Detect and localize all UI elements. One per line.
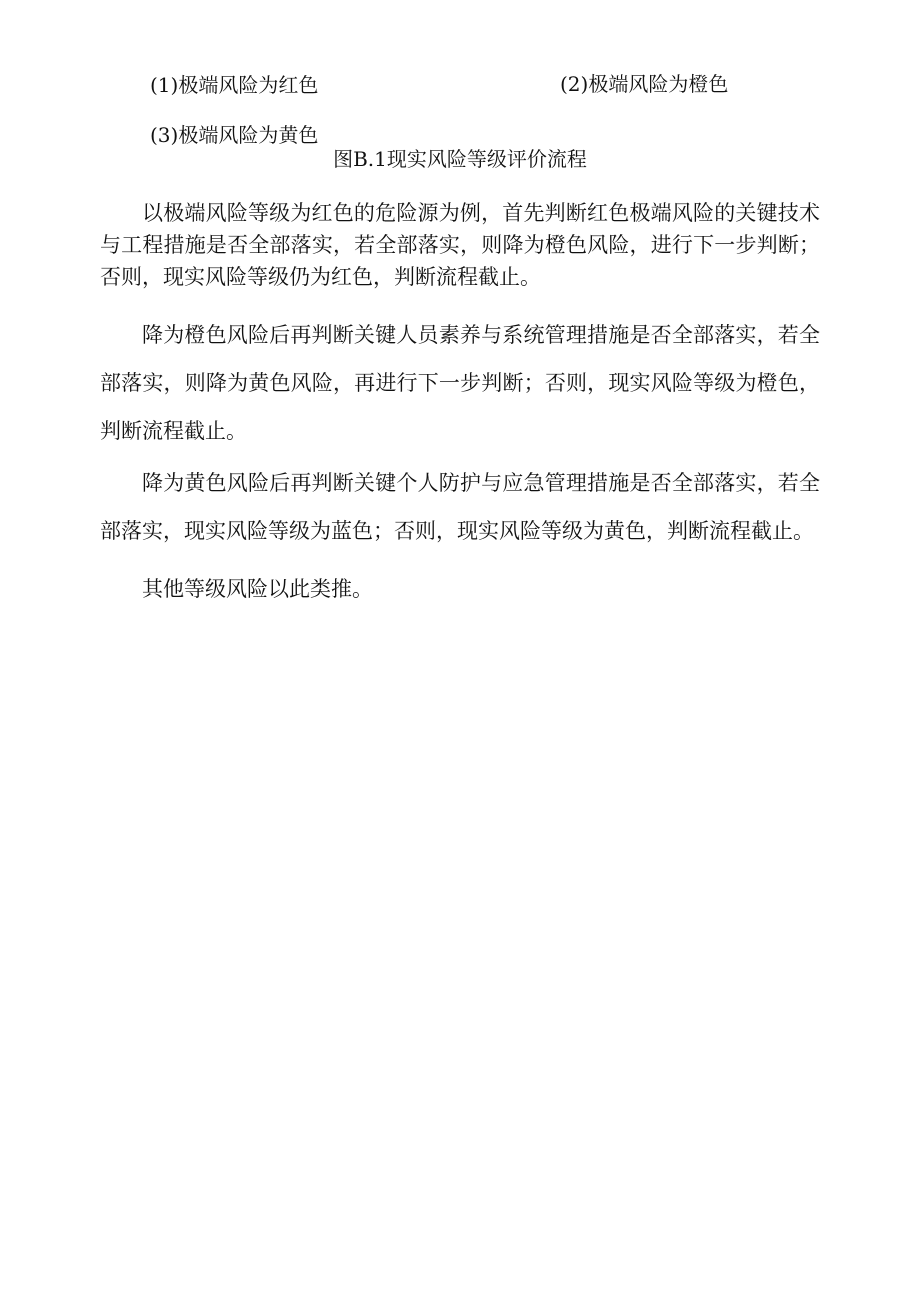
paragraph-red-risk: 以极端风险等级为红色的危险源为例，首先判断红色极端风险的关键技术与工程措施是否全部落实，若全部落实，则降为橙色风险，进行下一步判断；否则，现实风险等级仍为红色，判断流程截止。	[100, 201, 820, 289]
paragraph-yellow-risk: 降为黄色风险后再判断关键个人防护与应急管理措施是否全部落实，若全部落实，现实风险等级为蓝色；否则，现实风险等级为黄色，判断流程截止。	[100, 471, 820, 543]
figure-caption: 图B.1现实风险等级评价流程	[333, 147, 587, 171]
figure-legend-item-orange: (2)极端风险为橙色	[560, 72, 729, 96]
paragraph-others: 其他等级风险以此类推。	[142, 577, 373, 601]
figure-legend-item-red: (1)极端风险为红色	[150, 73, 319, 97]
figure-legend-item-yellow: (3)极端风险为黄色	[150, 123, 319, 147]
document-body	[100, 197, 820, 613]
paragraph-orange-risk: 降为橙色风险后再判断关键人员素养与系统管理措施是否全部落实，若全部落实，则降为黄色风险，再进行下一步判断；否则，现实风险等级为橙色，判断流程截止。	[100, 323, 820, 443]
